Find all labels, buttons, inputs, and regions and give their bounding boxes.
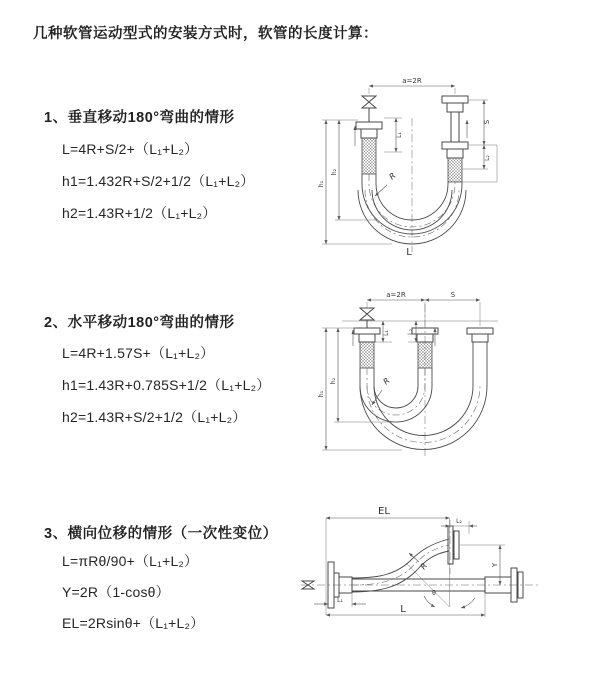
section-3-formula-l: L=πRθ/90+（L₁+L₂）	[62, 553, 199, 569]
page-title: 几种软管运动型式的安装方式时，软管的长度计算：	[33, 26, 378, 42]
hose-u-bend-original	[360, 368, 432, 422]
radius-callout	[372, 376, 392, 405]
section-1-heading: 1、垂直移动180°弯曲的情形	[44, 110, 235, 126]
dim-label-a2r: a=2R	[402, 77, 422, 85]
dim-label-h2: h₂	[331, 168, 338, 176]
dimension-s	[462, 100, 497, 182]
dim-label-y: Y	[491, 562, 499, 568]
radius-label: R	[387, 171, 398, 182]
left-pipe-fitting	[356, 122, 382, 174]
section-2-heading: 2、水平移动180°弯曲的情形	[44, 315, 235, 331]
section-2-formula-h1: h1=1.43R+0.785S+1/2（L₁+L₂）	[62, 377, 271, 393]
section-2-formula-h2: h2=1.43R+S/2+1/2（L₁+L₂）	[62, 409, 247, 425]
dimension-s	[425, 291, 480, 300]
dimension-l1	[314, 594, 366, 607]
length-label: L	[406, 247, 412, 258]
dim-label-s: S	[483, 119, 491, 125]
section-1-formula-h2: h2=1.43R+1/2（L₁+L₂）	[62, 205, 217, 221]
dim-label-l1: L₁	[383, 330, 390, 336]
dimension-l1	[376, 321, 392, 342]
dim-label-l2: L₂	[456, 518, 462, 525]
dimension-a2r	[369, 77, 455, 94]
radius-callout	[375, 171, 398, 196]
dimension-l1	[384, 118, 403, 152]
section-3-formula-el: EL=2Rsinθ+（L₁+L₂）	[62, 615, 205, 631]
dim-label-a2r: a=2R	[386, 291, 406, 299]
section-3-formula-y: Y=2R（1-cosθ）	[62, 584, 170, 600]
radius-label: R	[381, 376, 392, 387]
dim-label-el: EL	[378, 506, 390, 517]
dim-label-h1: h₁	[318, 180, 325, 188]
dim-label-l1: L₁	[396, 132, 403, 138]
dim-label-s: S	[450, 291, 456, 299]
radius-label: R	[418, 561, 430, 572]
dimension-l	[326, 593, 485, 617]
dim-label-l1: L₁	[337, 597, 343, 604]
section-1-formula-l: L=4R+S/2+（L₁+L₂）	[62, 141, 199, 157]
diagram-vertical-180-bend	[312, 72, 598, 258]
valve-icon	[362, 96, 376, 122]
right-pipe-fitting-displaced	[467, 328, 493, 386]
hose-s-curve	[352, 539, 449, 592]
section-2-formula-l: L=4R+1.57S+（L₁+L₂）	[62, 345, 215, 361]
angle-label-theta: θ	[432, 590, 436, 597]
dim-label-l2: L₂	[484, 155, 491, 161]
dim-label-l2: L₂	[407, 329, 414, 335]
angle-construction	[406, 563, 475, 608]
valve-icon	[360, 308, 374, 328]
dim-label-l: L	[400, 604, 406, 615]
dim-label-h1: h₁	[318, 390, 325, 398]
radius-callout	[409, 553, 429, 571]
dimension-l2	[407, 321, 420, 342]
diagram-horizontal-180-bend	[312, 286, 598, 458]
centerlines	[342, 304, 498, 456]
diagram-lateral-displacement	[298, 494, 598, 646]
dimension-el	[326, 506, 450, 518]
dim-label-h2: h₂	[330, 377, 337, 385]
section-1-formula-h1: h1=1.432R+S/2+1/2（L₁+L₂）	[62, 173, 255, 189]
section-3-heading: 3、横向位移的情形（一次性变位）	[44, 526, 278, 542]
left-pipe-fitting	[354, 328, 380, 368]
